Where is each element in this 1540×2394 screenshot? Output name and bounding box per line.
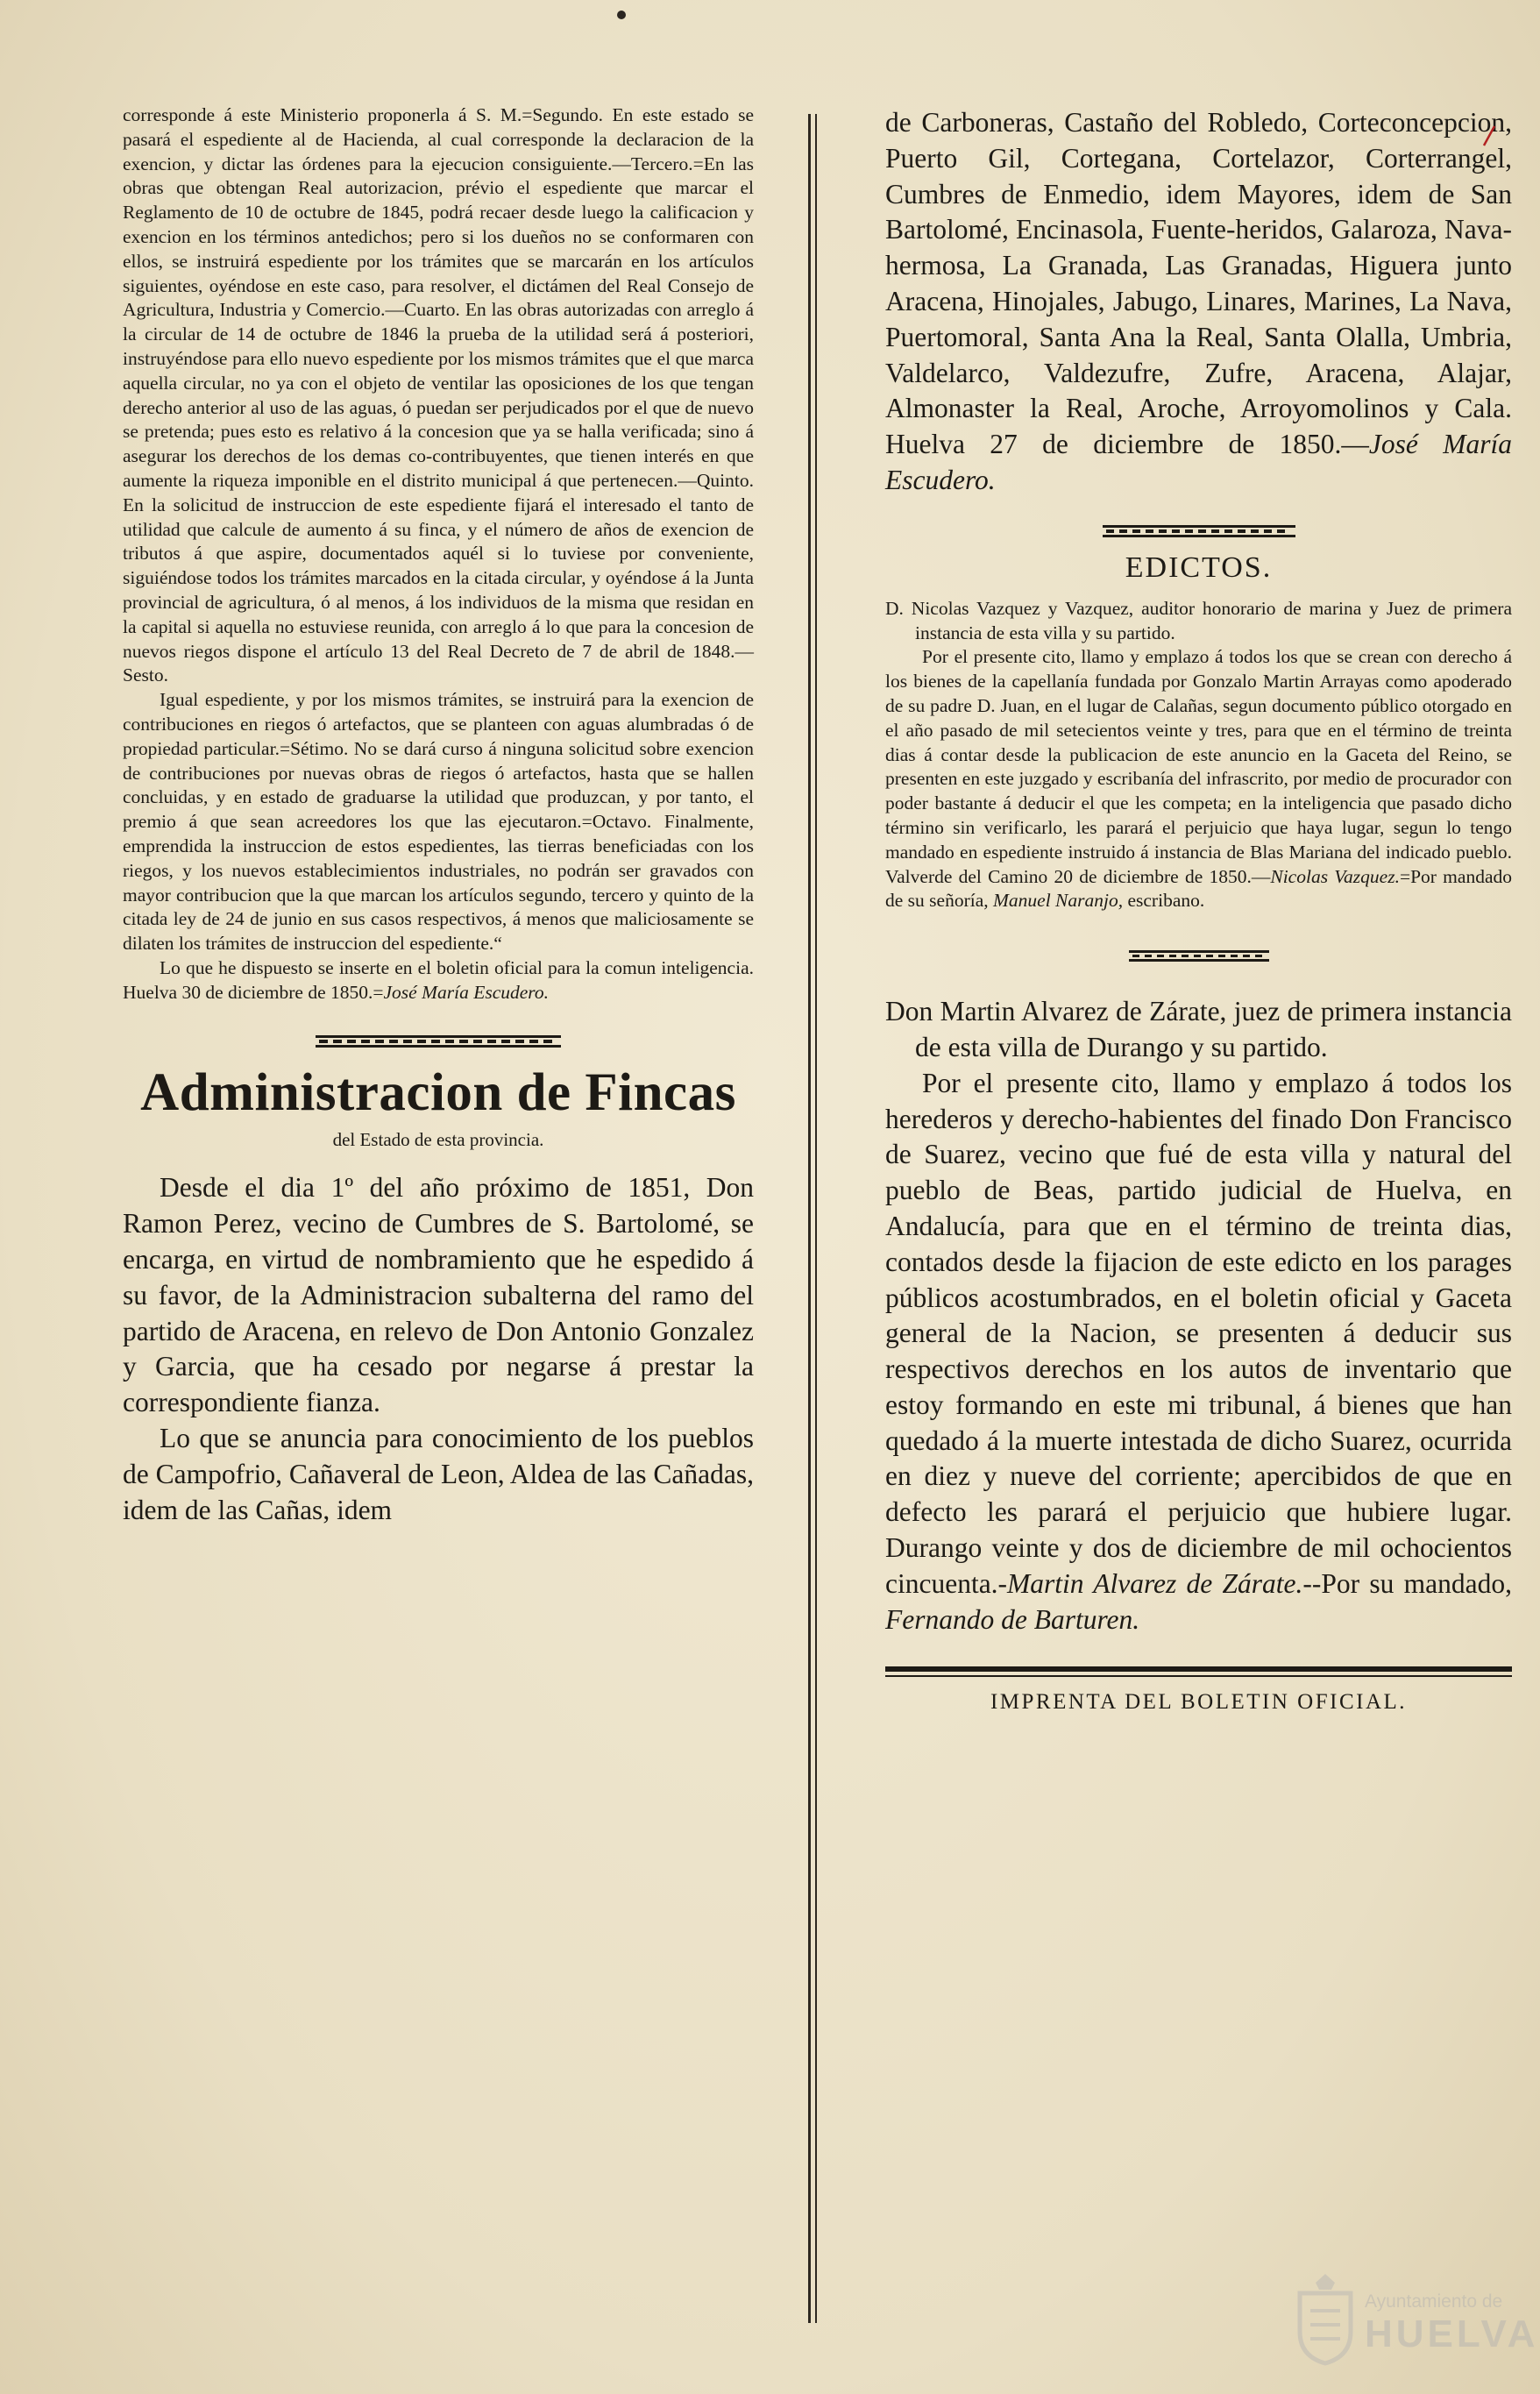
divider-ornament-1 xyxy=(316,1029,561,1050)
page-top-dot xyxy=(617,11,626,19)
column-divider xyxy=(808,114,811,2323)
divider-ornament-3 xyxy=(1129,948,1269,963)
coat-of-arms-icon xyxy=(1293,2270,1358,2367)
edicto-2-body-text: Por el presente cito, llamo y emplazo á todos los herederos y derecho-habientes del finado Don Francisco de Suarez, vecino que fué de esta villa y natural del pueblo de Beas, partido judicial de Huelva, en Andalucía, para que en el término de treinta dias, contados desde la fijacion de este edicto en los parages públicos acostumbrados, en el boletin oficial y Gaceta general de la Nacion, se presenten á deducir sus respectivos derechos en los autos de inventario que estoy formando en este mi tribunal, á bienes que han quedado á la muerte intestada de dicho Suarez, ocurrida en diez y nueve del corriente; apercibidos de que en defecto les parará el perjuicio que hubiere lugar. Durango veinte y dos de diciembre de mil ochocientos cincuenta.- xyxy=(885,1067,1512,1599)
edicto-2-sig-clerk: Fernando de Barturen. xyxy=(885,1603,1140,1635)
red-ink-mark xyxy=(1481,124,1499,147)
signature-escudero-2: José María Escudero. xyxy=(885,429,1512,495)
edictos-title: EDICTOS. xyxy=(1125,551,1273,584)
edicto-2-sig-mid: --Por su mandado, xyxy=(1302,1567,1512,1599)
edicto-2-header: Don Martin Alvarez de Zárate, juez de primera instancia de esta villa de Durango y su partido. xyxy=(885,996,1512,1062)
decree-closing xyxy=(123,956,754,1005)
signature-escudero-1: José María Escudero. xyxy=(383,981,549,1003)
decree-continuation: corresponde á este Ministerio proponerla á S. M.=Segundo. En este estado se pasará el espediente al de Hacienda, al cual corresponde la declaracion de la exencion, y dictar las órdenes para la ejecucion consiguiente.—Tercero.=En las obras que obtengan Real autorizacion, prévio el espediente que marcar el Reglamento de 10 de octubre de 1845, podrá recaer desde luego la calificacion y exencion en los términos antedichos; pero si los dueños no se conformaren con ellos, se instruirá espediente por los trámites que se marcarán en los artículos siguientes, oyéndose en este caso, para resolver, el dictámen del Real Consejo de Agricultura, Industria y Comercio.—Cuarto. En las obras autorizadas con arreglo á la circular de 14 de octubre de 1846 la prueba de la utilidad será á posteriori, instruyéndose para ello nuevo espediente por los mismos trámites que el que marca aquella circular, no ya con el objeto de ventilar las oposiciones de los que tengan derecho anterior al uso de las aguas, ó puedan ser perjudicados por el que de nuevo se pretenda; pues esto es relativo á la concesion que ya se halla verificada; sino á asegurar los derechos de los demas co-contribuyentes, que tienen interés en que aumente la riqueza imponible en el distrito municipal á que pertenecen.—Quinto. En la solicitud de instruccion de este espediente fijará el interesado el tanto de utilidad que calcule de aumento á su finca, y el número de años de exencion de tributos á que aspire, documentados aquél si lo tuviese por conveniente, siguiéndose todos los trámites marcados en la citada circular, y oyéndose á la Junta provincial de agricultura, ó al menos, á los individuos de la misma que residan en la capital si aquella no estuviese reunida, con arreglo á lo que para la concesion de nuevos riegos dispone el artículo 13 del Real Decreto de 7 de abril de 1848.—Sesto. xyxy=(123,104,754,686)
column-divider-inner xyxy=(815,114,817,2323)
admin-continuation xyxy=(885,105,1512,499)
admin-paragraph-2: Lo que se anuncia para conocimiento de los pueblos de Campofrio, Cañaveral de Leon, Aldea de las Cañadas, idem de las Cañas, idem xyxy=(123,1423,754,1525)
decree-paragraph-2: Igual espediente, y por los mismos trámites, se instruirá para la exencion de contribuciones en riegos ó artefactos, que se planteen con aguas alumbradas ó de propiedad particular.=Sétimo. No se dará curso á ninguna solicitud sobre exencion de contribuciones por nuevas obras de riegos ó artefactos, hasta que se hallen concluidas, y en estado de graduarse la utilidad que produzcan, y por tanto, el premio á que sean acreedores los que las ejecutaron.=Octavo. Finalmente, emprendida la instruccion de estos espedientes, las tierras beneficiadas con los riegos, y los nuevos establecimientos industriales, no podrán ser gravados con mayor contribucion que la que marcan los artículos segundo, tercero y quinto de la citada ley de 24 de junio en sus casos respectivos, á menos que maliciosamente se dilaten los trámites de instruccion del espediente.“ xyxy=(123,689,754,955)
edicto-1-sig-end: escribano. xyxy=(1127,890,1205,912)
watermark-top-text: Ayuntamiento de xyxy=(1365,2291,1503,2312)
edicto-2-sig-judge: Martin Alvarez de Zárate. xyxy=(1007,1567,1303,1599)
watermark-logo xyxy=(1293,2262,1539,2376)
admin-continuation-text: de Carboneras, Castaño del Robledo, Corteconcepcion, Puerto Gil, Cortegana, Cortelazor, Corterrangel, Cumbres de Enmedio, idem Mayores, idem de San Bartolomé, Encinasola, Fuente-heridos, Galaroza, Nava-hermosa, La Granada, Las Granadas, Higuera junto Aracena, Hinojales, Jabugo, Linares, Marines, La Nava, Puertomoral, Santa Ana la Real, Santa Olalla, Umbria, Valdelarco, Valdezufre, Zufre, Aracena, Alajar, Almonaster la Real, Aroche, Arroyomolinos y Cala. Huelva 27 de diciembre de 1850.— xyxy=(885,107,1512,460)
edicto-1-header: D. Nicolas Vazquez y Vazquez, auditor honorario de marina y Juez de primera instancia de esta villa y su partido. xyxy=(885,597,1512,643)
imprenta-rule xyxy=(885,1664,1512,1681)
edicto-1-sig-clerk: Manuel Naranjo, xyxy=(993,890,1124,912)
watermark-main-text: HUELVA xyxy=(1365,2312,1539,2355)
imprenta-footer: IMPRENTA DEL BOLETIN OFICIAL. xyxy=(990,1690,1408,1715)
edicto-1-body xyxy=(885,645,1512,913)
admin-paragraph-1: Desde el dia 1º del año próximo de 1851, Don Ramon Perez, vecino de Cumbres de S. Bartolomé, se encarga, en virtud de nombramiento que he espedido á su favor, de la Administracion subalterna del ramo del partido de Aracena, en relevo de Don Antonio Gonzalez y Garcia, que ha cesado por negarse á prestar la correspondiente fianza. xyxy=(123,1172,754,1418)
admin-subheading: del Estado de esta provincia. xyxy=(332,1129,544,1151)
edicto-1-sig-judge: Nicolas Vazquez. xyxy=(1270,865,1400,887)
left-column xyxy=(123,103,754,1528)
divider-ornament-2 xyxy=(1103,520,1295,539)
edicto-1-body-text: Por el presente cito, llamo y emplazo á todos los que se crean con derecho á los bienes de la capellanía fundada por Gonzalo Martin Arrayas como apoderado de su padre D. Juan, en el lugar de Calañas, segun documento público otorgado en el año pasado de mil setecientos veinte y tres, para que en el término de treinta dias á contar desde la publicacion de este anuncio en la Gaceta del Reino, se presenten en este juzgado y escribanía del infrascrito, por medio de procurador con poder bastante á deducir el que les competa; en la inteligencia que pasado dicho término sin verificarlo, les parará el perjuicio que haya lugar, segun lo tengo mandado en espediente instruido á instancia de Blas Mariana del indicado pueblo. Valverde del Camino 20 de diciembre de 1850.— xyxy=(885,646,1512,887)
right-column xyxy=(885,105,1512,1715)
edicto-2-body xyxy=(885,1066,1512,1638)
edicto-1-sig-mid: =Por mandado de su señoría, xyxy=(885,865,1512,912)
decree-closing-text: Lo que he dispuesto se inserte en el boletin oficial para la comun inteligencia. Huelva 30 de diciembre de 1850.= xyxy=(123,956,754,1003)
admin-heading: Administracion de Fincas xyxy=(140,1063,736,1123)
